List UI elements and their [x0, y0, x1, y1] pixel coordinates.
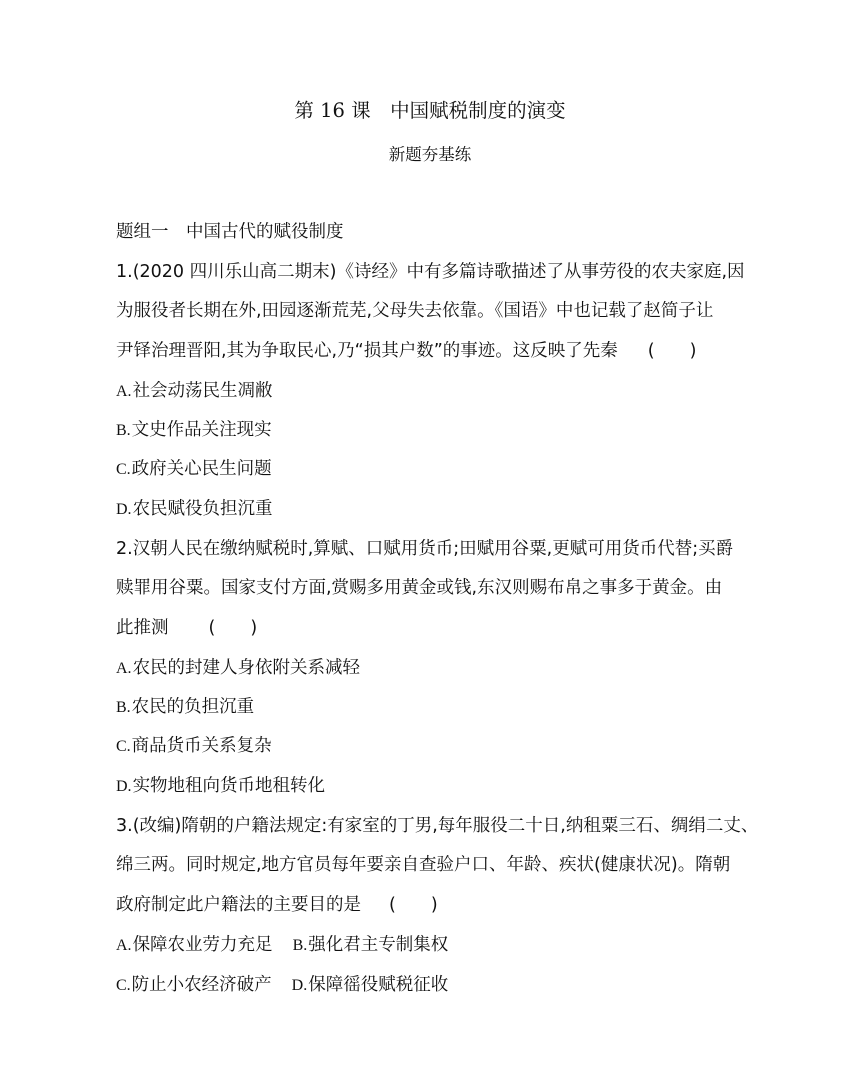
q1-stem-line-1: 1.(2020 四川乐山高二期末)《诗经》中有多篇诗歌描述了从事劳役的农夫家庭,因	[116, 262, 745, 282]
section-subtitle: 新题夯基练	[388, 145, 472, 164]
q3-options-row-1	[116, 933, 448, 958]
option-label: A.	[116, 660, 132, 677]
option-label: B.	[116, 699, 131, 716]
option-label: A.	[116, 937, 132, 954]
group-heading: 题组一 中国古代的赋役制度	[116, 222, 344, 242]
option-text: 农民的负担沉重	[131, 697, 255, 717]
q3-stem-line-3	[116, 893, 438, 917]
q2-stem-line-2: 赎罪用谷粟。国家支付方面,赏赐多用黄金或钱,东汉则赐布帛之事多于黄金。由	[116, 578, 723, 598]
option-label: B.	[116, 422, 131, 439]
q2-option-a	[116, 656, 360, 681]
q2-option-d	[116, 774, 325, 799]
q1-stem-text: 尹铎治理晋阳,其为争取民心,乃“损其户数”的事迹。这反映了先秦	[116, 341, 618, 361]
option-label: A.	[116, 383, 132, 400]
q1-option-d	[116, 497, 273, 522]
q2-option-b	[116, 695, 254, 720]
q1-option-b	[116, 418, 272, 443]
q2-stem-line-1: 2.汉朝人民在缴纳赋税时,算赋、口赋用货币;田赋用谷粟,更赋可用货币代替;买爵	[116, 539, 734, 559]
option-label: D.	[291, 977, 308, 994]
q1-stem-line-2: 为服役者长期在外,田园逐渐荒芜,父母失去依靠。《国语》中也记载了赵简子让	[116, 301, 714, 321]
option-label: C.	[116, 738, 131, 755]
option-text: 防止小农经济破产	[131, 975, 272, 995]
q1-stem-line-3	[116, 339, 696, 363]
option-text: 实物地租向货币地租转化	[132, 776, 326, 796]
q3-stem-text: 政府制定此户籍法的主要目的是	[116, 895, 361, 915]
option-text: 农民的封建人身依附关系减轻	[132, 658, 361, 678]
option-text: 社会动荡民生凋敝	[132, 381, 273, 401]
option-label: D.	[116, 501, 132, 518]
option-text: 商品货币关系复杂	[131, 736, 272, 756]
q3-options-row-2	[116, 973, 448, 998]
q1-option-a	[116, 379, 273, 404]
option-label: C.	[116, 977, 131, 994]
q2-stem-line-3	[116, 616, 257, 640]
lesson-title: 第 16 课 中国赋税制度的演变	[294, 99, 566, 122]
option-label: C.	[116, 461, 131, 478]
option-label: D.	[116, 778, 132, 795]
q1-option-c	[116, 457, 272, 482]
q2-stem-text: 此推测	[116, 618, 169, 638]
option-text: 政府关心民生问题	[131, 459, 272, 479]
option-label: B.	[292, 937, 308, 954]
option-text: 强化君主专制集权	[308, 935, 449, 955]
q3-stem-line-1: 3.(改编)隋朝的户籍法规定:有家室的丁男,每年服役二十日,纳租粟三石、绸绢二丈、	[116, 816, 759, 836]
option-text: 保障徭役赋税征收	[308, 975, 449, 995]
option-text: 农民赋役负担沉重	[132, 499, 273, 519]
q2-option-c	[116, 734, 272, 759]
option-text: 保障农业劳力充足	[132, 935, 273, 955]
q3-answer-blank: ( )	[389, 895, 438, 915]
q1-answer-blank: ( )	[647, 341, 697, 361]
q2-answer-blank: ( )	[208, 618, 258, 638]
q3-stem-line-2: 绵三两。同时规定,地方官员每年要亲自查验户口、年龄、疾状(健康状况)。隋朝	[116, 855, 731, 875]
option-text: 文史作品关注现实	[131, 420, 272, 440]
